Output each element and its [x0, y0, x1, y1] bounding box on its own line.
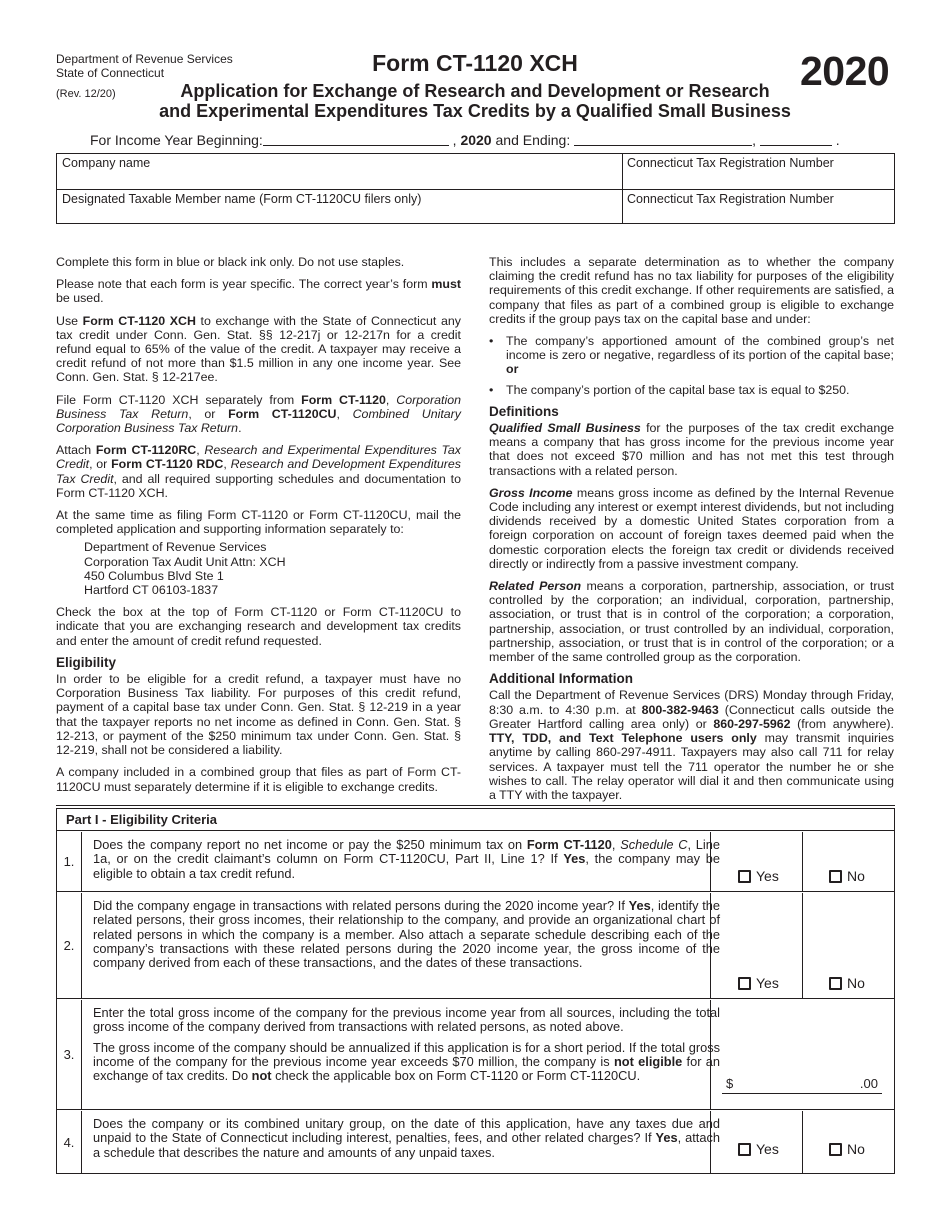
text: ,: [611, 837, 621, 852]
text: ,: [196, 443, 205, 458]
combined-group-paragraph: A company included in a combined group that files as part of Form CT-1120CU must separately determine if it is eligible to exchange credits.: [56, 765, 461, 794]
answer-column-no: [802, 893, 803, 998]
q2-no-checkbox[interactable]: [829, 975, 865, 991]
text: The company’s apportioned amount of the combined group’s net income is zero or negative, regardless of its portion of the capital base;: [506, 334, 894, 363]
eligibility-paragraph: In order to be eligible for a credit refund, a taxpayer must have no Corporation Business Tax liability. For purposes of this credit refund, payment of a capital base tax under Conn. Gen. Stat. § 12-219 in a year that the taxpayer reports no net income as defined in Conn. Gen. Stat. § 12-213, or payment of the $250 minimum tax under Conn. Gen. Stat. § 12-219, shall not be considered a liability.: [56, 672, 461, 758]
address-line: Department of Revenue Services: [84, 540, 267, 555]
text-bold: Form CT-1120 XCH: [82, 313, 196, 328]
question-number: 1.: [57, 832, 82, 891]
bullet-item: [489, 334, 894, 377]
income-year-beginning-field[interactable]: [263, 133, 449, 146]
question-text: [93, 1117, 720, 1160]
phone-number: 800-382-9463: [641, 702, 719, 717]
mailing-paragraph: At the same time as filing Form CT-1120 or Form CT-1120CU, mail the completed application and supporting information separately to:: [56, 508, 461, 537]
additional-information-heading: Additional Information: [489, 671, 633, 687]
text-italic: Combined Unitary Corporation Business Tax Return: [56, 406, 461, 436]
text: Call the Department of Revenue Services (DRS) Monday through Friday, 8:30 a.m. to 4:30 p.m. at: [489, 688, 894, 717]
question-row-2: [57, 893, 894, 999]
text-bold: or: [506, 362, 519, 377]
text: be used.: [56, 291, 104, 306]
text: Attach: [56, 443, 96, 458]
checkbox-box[interactable]: [829, 977, 842, 990]
text: , attach a schedule that describes the nature and amounts of any unpaid taxes.: [93, 1130, 720, 1160]
text-italic: Schedule C: [620, 837, 688, 852]
instructions-left-column: [56, 255, 461, 802]
text-bold: Yes: [563, 851, 586, 867]
no-label: No: [847, 1141, 865, 1157]
text: Does the company report no net income or pay the $250 minimum tax on: [93, 837, 527, 852]
gross-income-amount-field[interactable]: [722, 1076, 882, 1094]
definition-term: Qualified Small Business: [489, 421, 641, 436]
text: for the purposes of the tax credit exchange means a company that has gross income for the previous income year that does not exceed $70 million and has not met this test through transactions with a related person.: [489, 421, 895, 478]
text: may transmit inquiries anytime by calling 860-297-4911. Taxpayers may also call 711 for relay services. A taxpayer must tell the 711 operator the number he or she wishes to call. The relay operator will dial it and then communicate using a TTY with the taxpayer.: [489, 731, 894, 802]
mailing-address: [56, 540, 461, 597]
checkbox-box[interactable]: [829, 870, 842, 883]
ink-instruction: Complete this form in blue or black ink only. Do not use staples.: [56, 255, 405, 269]
definition-related-person: [489, 579, 894, 664]
bullet-item: [489, 383, 894, 397]
income-year-ending-year-field[interactable]: [760, 133, 832, 146]
dollar-sign: $: [726, 1076, 734, 1091]
additional-information-paragraph: [489, 688, 894, 802]
question-number: 4.: [57, 1111, 82, 1174]
bullet-symbol: •: [489, 382, 494, 397]
income-year-line: For Income Year Beginning: , 2020 and Ending: , .: [90, 132, 840, 148]
address-line: Hartford CT 06103-1837: [84, 583, 219, 598]
yes-label: Yes: [756, 975, 779, 991]
ct-tax-registration-label-1: Connecticut Tax Registration Number: [627, 156, 834, 170]
text-italic: Research and Development Expenditures Tax Credit: [56, 457, 461, 486]
address-line: Corporation Tax Audit Unit Attn: XCH: [84, 554, 286, 569]
text-bold: not: [251, 1068, 272, 1084]
question-text: [93, 899, 720, 970]
text: ,: [223, 457, 231, 472]
definition-qualified-small-business: [489, 421, 894, 478]
text: means gross income as defined by the Internal Revenue Code including any interest or exempt interest dividends, but not including dividends received by a domestic United States corporation from a foreign corporation on account of foreign taxes deemed paid when the domestic corporation elects the foreign tax credit or dividends received directly or indirectly from a passive investment company.: [489, 485, 895, 571]
checkbox-box[interactable]: [829, 1143, 842, 1156]
text: Does the company or its combined unitary group, on the date of this application, have any taxes due and unpaid to the State of Connecticut including interest, penalties, fees, and other related charges? If: [93, 1116, 720, 1146]
purpose-paragraph: [56, 314, 461, 385]
state-name: State of Connecticut: [56, 66, 165, 80]
taxpayer-identification-box: [56, 153, 895, 224]
no-label: No: [847, 868, 865, 884]
income-year-ending-field[interactable]: [574, 133, 752, 146]
q4-no-checkbox[interactable]: [829, 1141, 865, 1157]
text: Did the company engage in transactions with related persons during the 2020 income year? If: [93, 898, 629, 913]
text: Use: [56, 313, 83, 328]
text: Please note that each form is year specific. The correct year’s form: [56, 277, 432, 292]
text: , and all required supporting schedules and documentation to Form CT-1120 XCH.: [56, 471, 461, 500]
definition-term: Gross Income: [489, 485, 573, 500]
text: , identify the related persons, their gross incomes, their relationship to the company, and provide an organizational chart of related persons in which the company is a member. Also attach a separate schedule describing each of the company’s transactions with these related persons during the 2020 income year, the gross income of the company derived from each of these transactions, and the dates of these transactions.: [93, 898, 720, 971]
eligibility-heading: Eligibility: [56, 654, 117, 670]
definition-gross-income: [489, 486, 894, 571]
question-row-4: [57, 1111, 894, 1174]
checkbox-instruction: Check the box at the top of Form CT-1120 or Form CT-1120CU to indicate that you are exchanging research and development tax credits and enter the amount of credit refund requested.: [56, 605, 461, 648]
instructions-right-column: [489, 255, 894, 810]
company-name-label: Company name: [62, 156, 151, 170]
text: (Connecticut calls outside the Greater Hartford calling area only) or: [489, 702, 895, 731]
question-number: 3.: [57, 1000, 82, 1109]
text-bold: Yes: [655, 1130, 678, 1146]
text-italic: Corporation Business Tax Return: [56, 392, 461, 421]
column-divider: [622, 154, 623, 189]
income-year-beginning-label: For Income Year Beginning:: [90, 132, 263, 148]
text-bold: Form CT-1120: [526, 837, 612, 852]
column-divider: [622, 190, 623, 224]
text: The gross income of the company should be annualized if this application is for a short period. If the total gross income of the company for the previous income year exceeds $70 million, the company is: [93, 1039, 720, 1069]
text: Enter the total gross income of the company for the previous income year from all sources, including the total gross income of the company derived from transactions with related persons, as noted above.: [93, 1005, 720, 1035]
definition-term: Related Person: [489, 579, 582, 594]
text: , or: [89, 457, 112, 472]
no-label: No: [847, 975, 865, 991]
yes-label: Yes: [756, 1141, 779, 1157]
question-text: [93, 1006, 720, 1083]
q1-yes-checkbox[interactable]: [738, 868, 779, 884]
text-italic: Research and Experimental Expenditures Tax Credit: [56, 443, 461, 472]
q1-no-checkbox[interactable]: [829, 868, 865, 884]
address-line: 450 Columbus Blvd Ste 1: [84, 568, 224, 583]
text: ,: [385, 392, 397, 407]
question-text: [93, 838, 720, 881]
company-name-row: [57, 154, 894, 189]
checkbox-box[interactable]: [738, 870, 751, 883]
year-specific-note: [56, 277, 461, 305]
text-bold: Form CT-1120 RDC: [111, 457, 224, 472]
text-bold: must: [431, 277, 461, 292]
text: to exchange with the State of Connecticut any tax credit under Conn. Gen. Stat. §§ 12-217j or 12-217n for a credit refund equal to 65% of the value of the credit. A taxpayer may receive a credit refund of not more than $1.5 million in any one income year. See Conn. Gen. Stat. § 12-217ee.: [56, 313, 461, 385]
yes-label: Yes: [756, 868, 779, 884]
question-row-1: [57, 832, 894, 892]
text-bold: Form CT-1120CU: [228, 406, 337, 421]
text: (from anywhere).: [790, 716, 894, 731]
phone-number: 860-297-5962: [713, 716, 791, 731]
part-1-heading: Part I - Eligibility Criteria: [57, 809, 894, 831]
checkbox-box[interactable]: [738, 1143, 751, 1156]
text: [93, 1041, 720, 1084]
designated-member-label: Designated Taxable Member name (Form CT-1120CU filers only): [62, 192, 422, 206]
table-top-rule: [56, 805, 895, 806]
question-row-3: [57, 1000, 894, 1110]
department-name: Department of Revenue Services: [56, 52, 233, 66]
text: for an exchange of tax credits. Do: [93, 1053, 720, 1084]
text-bold: TTY, TDD, and Text Telephone users only: [489, 731, 757, 746]
text-bold: not eligible: [613, 1053, 683, 1069]
text: .: [238, 421, 242, 436]
ct-tax-registration-label-2: Connecticut Tax Registration Number: [627, 192, 834, 206]
text: , Line 1a, or on the credit claimant’s column on Form CT-1120CU, Part II, Line 1? If: [93, 837, 720, 867]
text-bold: Form CT-1120: [301, 392, 386, 407]
text-bold: Yes: [628, 898, 651, 913]
form-year: 2020: [800, 48, 890, 94]
text: means a corporation, partnership, association, or trust controlled by the corporation; an individual, corporation, partnership, association, or trust that is in control of the corporation; a corporation, partnership, association, or trust controlled by an individual, corporation, partnership, association, or trust that is in control of the corporation; or a member of the same controlled group as the corporation.: [489, 579, 894, 665]
cents-suffix: .00: [859, 1076, 878, 1091]
part-1-table: [56, 808, 895, 1174]
designated-member-row: [57, 189, 894, 224]
income-year-bold-year: 2020: [460, 132, 492, 148]
form-title-line-2: and Experimental Expenditures Tax Credits by a Qualified Small Business: [159, 101, 791, 121]
text: , the company may be eligible to obtain a tax credit refund.: [93, 851, 720, 881]
text: The company’s portion of the capital base tax is equal to $250.: [506, 382, 850, 397]
text: File Form CT-1120 XCH separately from: [56, 392, 302, 407]
bullet-symbol: •: [489, 334, 494, 349]
text: ,: [336, 406, 353, 421]
answer-column-no: [802, 832, 803, 891]
form-title: [0, 81, 950, 121]
text: , or: [188, 406, 229, 421]
q2-yes-checkbox[interactable]: [738, 975, 779, 991]
attach-paragraph: [56, 443, 461, 500]
filing-paragraph: [56, 393, 461, 436]
text: check the applicable box on Form CT-1120 or Form CT-1120CU.: [271, 1068, 641, 1084]
form-name: Form CT-1120 XCH: [372, 50, 578, 76]
checkbox-box[interactable]: [738, 977, 751, 990]
income-year-ending-label: and Ending:: [495, 132, 571, 148]
q4-yes-checkbox[interactable]: [738, 1141, 779, 1157]
answer-column-no: [802, 1111, 803, 1174]
form-title-line-1: Application for Exchange of Research and Development or Research: [180, 81, 770, 101]
separate-determination-paragraph: This includes a separate determination as to whether the company claiming the credit refund has no tax liability for purposes of the eligibility requirements of this credit exchange. If other requirements are satisfied, a company that files as part of a combined group is eligible to exchange credits if the group pays tax on the capital base and under:: [489, 255, 894, 326]
definitions-heading: Definitions: [489, 403, 559, 419]
revision-date: (Rev. 12/20): [56, 88, 116, 100]
question-number: 2.: [57, 893, 82, 998]
text-bold: Form CT-1120RC: [95, 443, 197, 458]
